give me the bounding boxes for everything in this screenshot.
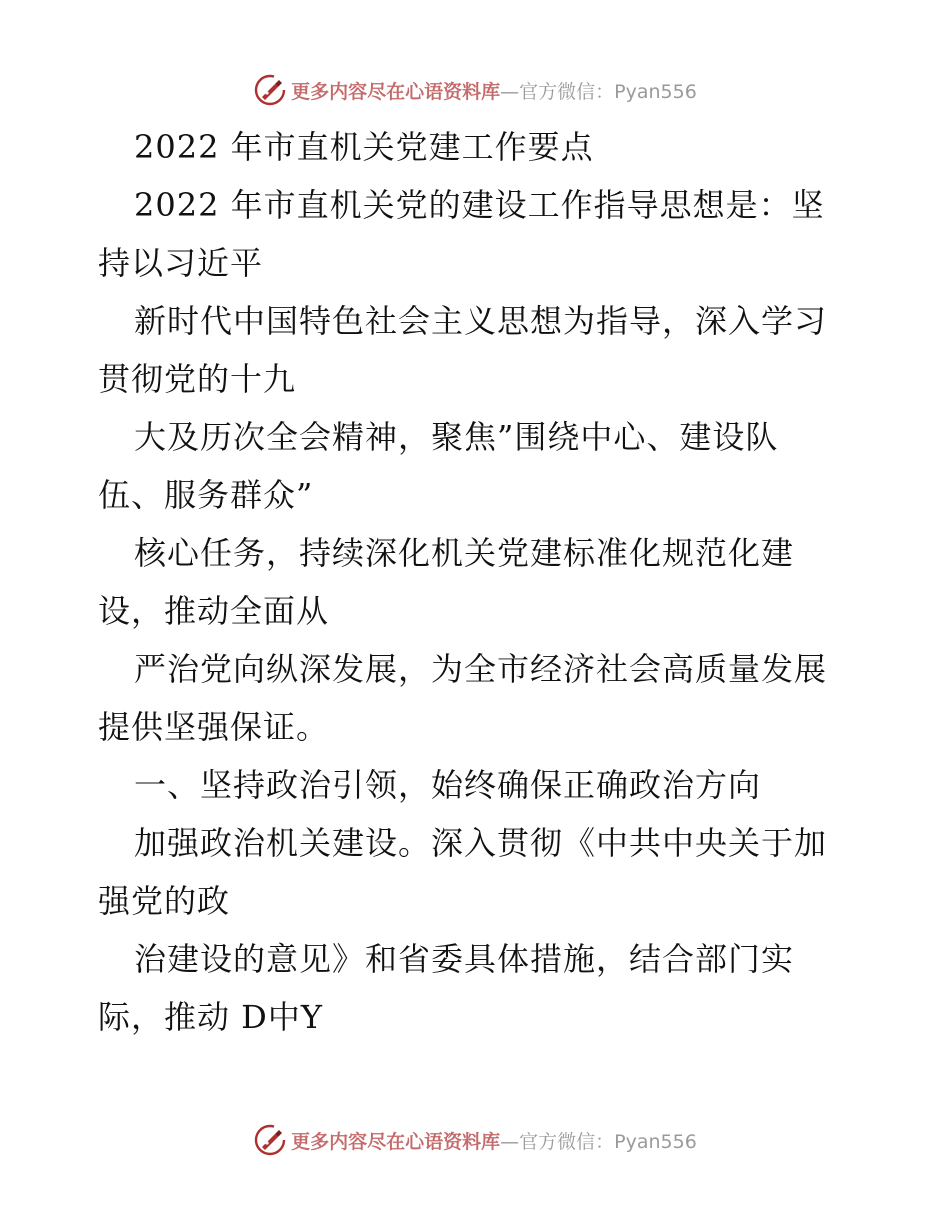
pen-nib-logo-icon [253, 1123, 287, 1157]
document-title: 2022 年市直机关党建工作要点 [134, 128, 594, 166]
paragraph-line: 伍、服务群众” [98, 476, 314, 514]
paragraph-line: 设，推动全面从 [98, 592, 330, 630]
banner-wechat-text: 官方微信：Pyan556 [519, 1130, 697, 1153]
header-watermark-banner [0, 70, 950, 110]
paragraph-line: 治建设的意见》和省委具体措施，结合部门实 [134, 940, 795, 978]
paragraph-line: 2022 年市直机关党的建设工作指导思想是：坚 [134, 186, 825, 224]
paragraph-line: 际，推动 D中Y [98, 998, 323, 1036]
banner-main-text: 更多内容尽在心语资料库 [291, 1130, 501, 1153]
paragraph-line: 提供坚强保证。 [98, 708, 330, 746]
footer-watermark-banner [0, 1120, 950, 1160]
document-body [98, 118, 858, 1046]
paragraph-line: 持以习近平 [98, 244, 264, 282]
paragraph-line: 新时代中国特色社会主义思想为指导，深入学习 [134, 302, 828, 340]
paragraph-line: 大及历次全会精神，聚焦”围绕中心、建设队 [134, 418, 779, 456]
paragraph-line: 核心任务，持续深化机关党建标准化规范化建 [134, 534, 795, 572]
banner-separator: — [500, 80, 520, 103]
pen-nib-logo-icon [253, 73, 287, 107]
banner-wechat-text: 官方微信：Pyan556 [519, 80, 697, 103]
paragraph-line: 加强政治机关建设。深入贯彻《中共中央关于加 [134, 824, 828, 862]
banner-separator: — [500, 1130, 520, 1153]
paragraph-line: 贯彻党的十九 [98, 360, 297, 398]
paragraph-line: 强党的政 [98, 882, 231, 920]
paragraph-line: 严治党向纵深发展，为全市经济社会高质量发展 [134, 650, 828, 688]
section-heading: 一、坚持政治引领，始终确保正确政治方向 [134, 766, 762, 804]
banner-main-text: 更多内容尽在心语资料库 [291, 80, 501, 103]
